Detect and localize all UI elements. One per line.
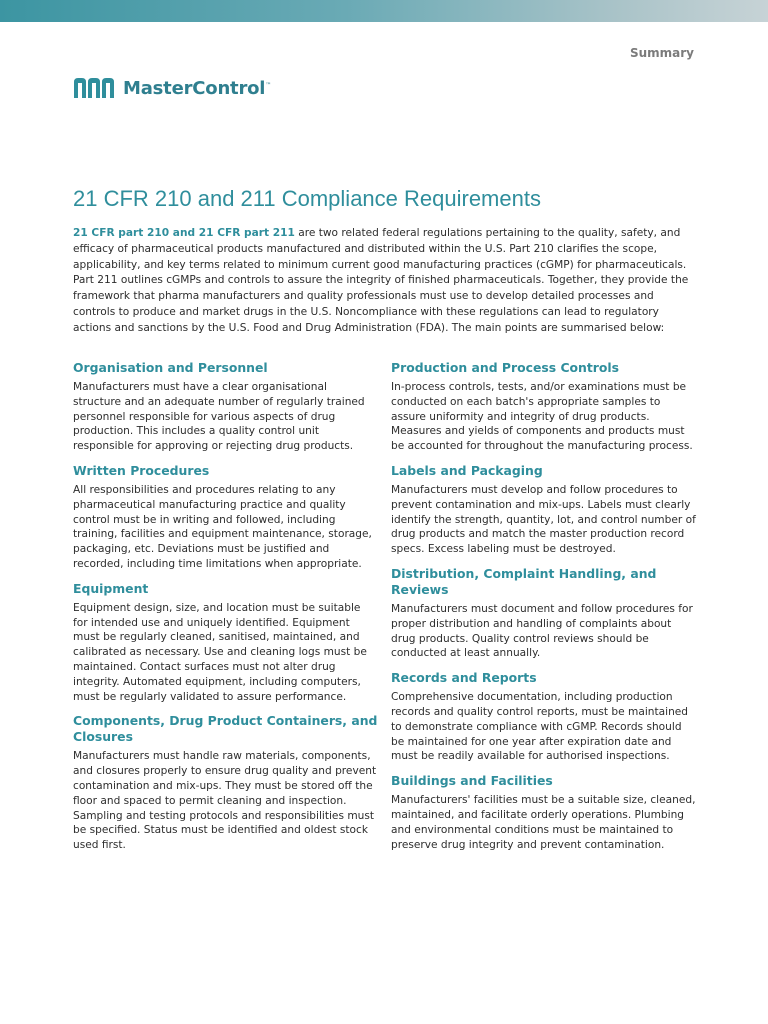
section-labels-packaging	[391, 463, 696, 557]
document-title: 21 CFR 210 and 211 Compliance Requirements	[73, 186, 541, 211]
section-body: Manufacturers must develop and follow procedures to prevent contamination and mix-ups. Labels must clearly identify the strength, quantity, lot, and control number of drug products and match the master production record specs. Excess labeling must be destroyed.	[391, 483, 696, 556]
brand-name: MasterControl™	[123, 77, 272, 99]
brand-logo	[73, 76, 271, 100]
section-body: Manufacturers must have a clear organisational structure and an adequate number of regularly trained personnel responsible for various aspects of drug production. This includes a quality control unit responsible for approving or rejecting drug products.	[73, 381, 365, 453]
section-heading: Buildings and Facilities	[391, 773, 553, 789]
section-body: Manufacturers must document and follow procedures for proper distribution and handling of complaints about drug products. Quality control reviews should be conducted at least annually.	[391, 602, 693, 660]
intro-paragraph	[73, 226, 698, 337]
section-heading: Records and Reports	[391, 670, 537, 686]
mastercontrol-logo-icon	[73, 77, 115, 99]
section-heading: Components, Drug Product Containers, and Closures	[73, 713, 378, 745]
section-body: In-process controls, tests, and/or examinations must be conducted on each batch's appropriate samples to assure uniformity and integrity of drug products. Measures and yields of components and products must be accounted for throughout the manufacturing process.	[391, 381, 693, 453]
section-heading: Production and Process Controls	[391, 360, 620, 375]
section-heading: Equipment	[73, 580, 149, 596]
left-column	[73, 360, 378, 862]
header-gradient-bar	[0, 0, 768, 22]
section-distribution-complaints-reviews	[391, 566, 696, 661]
section-heading: Organisation and Personnel	[73, 360, 268, 375]
section-heading: Written Procedures	[73, 462, 210, 478]
section-records-reports	[391, 670, 696, 764]
section-organisation-personnel	[73, 360, 378, 454]
section-body: Equipment design, size, and location must be suitable for intended use and uniquely identified. Equipment must be regularly cleaned, sanitised, maintained, and calibrated as necessary. Use and cleaning logs must be maintained. Contact surfaces must not alter drug integrity. Automated equipment, including computers, must be regularly validated to assure performance.	[73, 601, 367, 703]
section-equipment	[73, 581, 378, 705]
section-heading: Labels and Packaging	[391, 462, 543, 478]
intro-highlight: 21 CFR part 210 and 21 CFR part 211	[73, 227, 295, 239]
intro-text: are two related federal regulations pertaining to the quality, safety, and efficacy of pharmaceutical products manufactured and distributed within the U.S. Part 210 clarifies the scope, applicability, and key terms related to minimum current good manufacturing practices (cGMP) for pharmaceuticals. Part 211 outlines cGMPs and controls to assure the integrity of finished pharmaceuticals. Together, they provide the framework that pharma manufacturers and quality professionals must use to develop detailed processes and controls to produce and market drugs in the U.S. Noncompliance with these regulations can lead to regulatory actions and sanctions by the U.S. Food and Drug Administration (FDA). The main points are summarised below:	[73, 227, 689, 334]
section-body: All responsibilities and procedures relating to any pharmaceutical manufacturing practice and quality control must be in writing and followed, including training, facilities and equipment maintenance, storage, packaging, etc. Deviations must be justified and recorded, including time limitations when appropriate.	[73, 483, 372, 570]
section-heading: Distribution, Complaint Handling, and Reviews	[391, 565, 657, 597]
summary-label: Summary	[629, 46, 694, 60]
section-buildings-facilities	[391, 773, 696, 852]
section-body: Manufacturers' facilities must be a suitable size, cleaned, maintained, and facilitate orderly operations. Plumbing and environmental conditions must be maintained to preserve drug integrity and prevent contamination.	[391, 794, 696, 851]
section-written-procedures	[73, 463, 378, 572]
section-components-containers-closures	[73, 713, 378, 853]
right-column	[391, 360, 696, 861]
trademark-symbol: ™	[265, 81, 272, 89]
section-body: Comprehensive documentation, including production records and quality control reports, must be maintained to demonstrate compliance with cGMP. Records should be maintained for one year after expiration date and must be readily available for authorised inspections.	[391, 691, 689, 763]
section-production-process-controls	[391, 360, 696, 454]
section-body: Manufacturers must handle raw materials, components, and closures properly to ensure drug quality and prevent contamination and mix-ups. They must be stored off the floor and spaced to permit cleaning and inspection. Sampling and testing protocols and responsibilities must be specified. Status must be identified and oldest stock used first.	[73, 750, 377, 852]
